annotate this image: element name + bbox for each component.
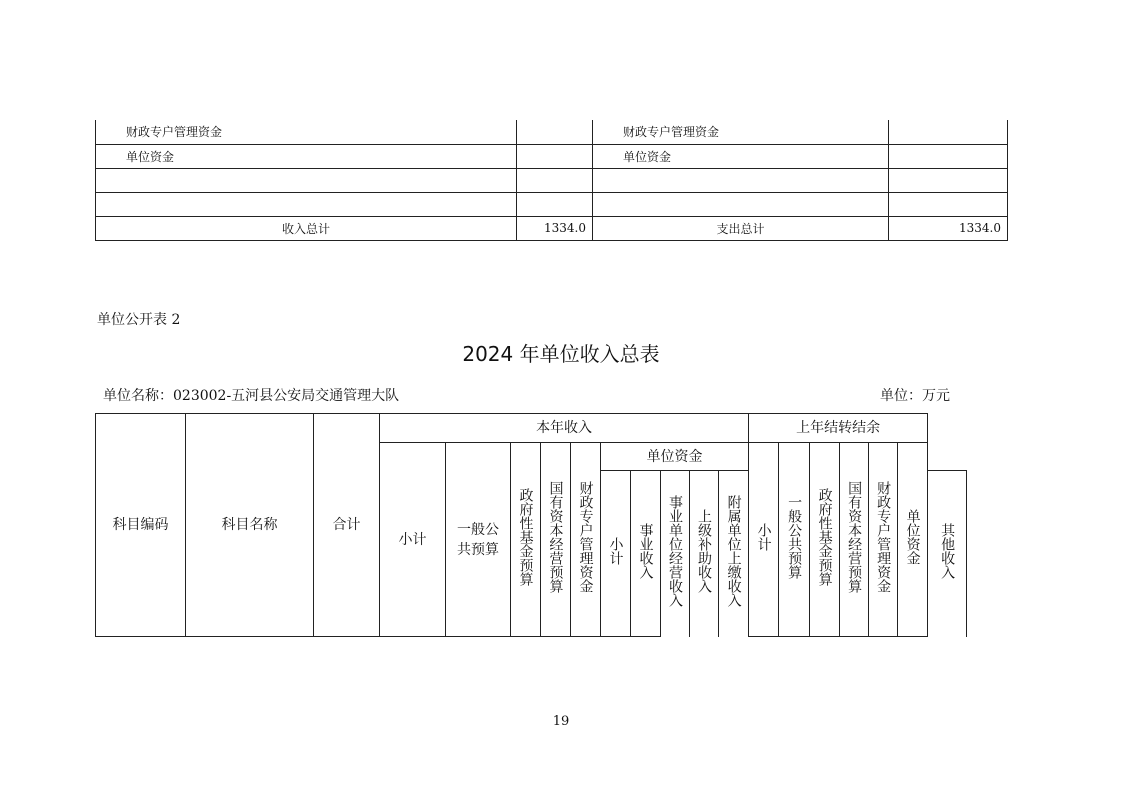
row-value xyxy=(517,192,593,216)
header-general-budget: 一般公共预算 xyxy=(446,443,511,637)
row-value xyxy=(517,168,593,192)
row-value xyxy=(889,192,1008,216)
income-total-label: 收入总计 xyxy=(96,216,517,240)
header-co-general: 一般公共预算 xyxy=(779,443,810,637)
header-co-subtotal: 小计 xyxy=(749,443,779,637)
row-value xyxy=(889,144,1008,168)
unit-income-summary-table xyxy=(95,413,967,637)
header-fiscal-special: 财政专户管理资金 xyxy=(571,443,601,637)
header-co-state-capital: 国有资本经营预算 xyxy=(840,443,869,637)
row-label: 单位资金 xyxy=(593,144,889,168)
header-state-capital: 国有资本经营预算 xyxy=(541,443,571,637)
expense-total-label: 支出总计 xyxy=(593,216,889,240)
row-value xyxy=(517,144,593,168)
header-co-gov-fund: 政府性基金预算 xyxy=(810,443,840,637)
header-unit-funds: 单位资金 xyxy=(601,443,749,471)
table-row xyxy=(96,120,1008,144)
page-number: 19 xyxy=(552,714,570,729)
row-label: 财政专户管理资金 xyxy=(96,120,517,144)
header-total: 合计 xyxy=(314,414,380,637)
table-row xyxy=(96,168,1008,192)
row-label xyxy=(593,168,889,192)
header-subtotal: 小计 xyxy=(380,443,446,637)
header-name: 科目名称 xyxy=(186,414,314,637)
page-title: 2024 年单位收入总表 xyxy=(462,342,660,366)
header-carryover: 上年结转结余 xyxy=(749,414,928,443)
header-superior-subsidy: 上级补助收入 xyxy=(690,471,719,637)
header-unit-subtotal: 小计 xyxy=(601,471,631,637)
table-number: 单位公开表 2 xyxy=(97,312,181,328)
row-label xyxy=(96,168,517,192)
row-label: 财政专户管理资金 xyxy=(593,120,889,144)
row-label xyxy=(593,192,889,216)
header-current-year-income: 本年收入 xyxy=(380,414,749,443)
income-total-value: 1334.0 xyxy=(517,216,593,240)
row-value xyxy=(517,120,593,144)
header-business-income: 事业收入 xyxy=(631,471,661,637)
expense-total-value: 1334.0 xyxy=(889,216,1008,240)
header-code: 科目编码 xyxy=(96,414,186,637)
row-value xyxy=(889,168,1008,192)
header-co-unit-funds: 单位资金 xyxy=(898,443,928,637)
table-row xyxy=(96,192,1008,216)
unit-of-measure: 单位：万元 xyxy=(880,388,950,404)
table-row xyxy=(96,144,1008,168)
header-row-1 xyxy=(96,414,967,443)
header-business-ops: 事业单位经营收入 xyxy=(661,471,690,637)
row-value xyxy=(889,120,1008,144)
header-gov-fund: 政府性基金预算 xyxy=(511,443,541,637)
income-expense-summary-table xyxy=(95,120,1008,241)
header-affiliated: 附属单位上缴收入 xyxy=(719,471,749,637)
row-label xyxy=(96,192,517,216)
header-other-income: 其他收入 xyxy=(928,471,967,637)
row-label: 单位资金 xyxy=(96,144,517,168)
header-co-fiscal-special: 财政专户管理资金 xyxy=(869,443,898,637)
total-row xyxy=(96,216,1008,240)
unit-name: 单位名称：023002-五河县公安局交通管理大队 xyxy=(103,388,400,404)
